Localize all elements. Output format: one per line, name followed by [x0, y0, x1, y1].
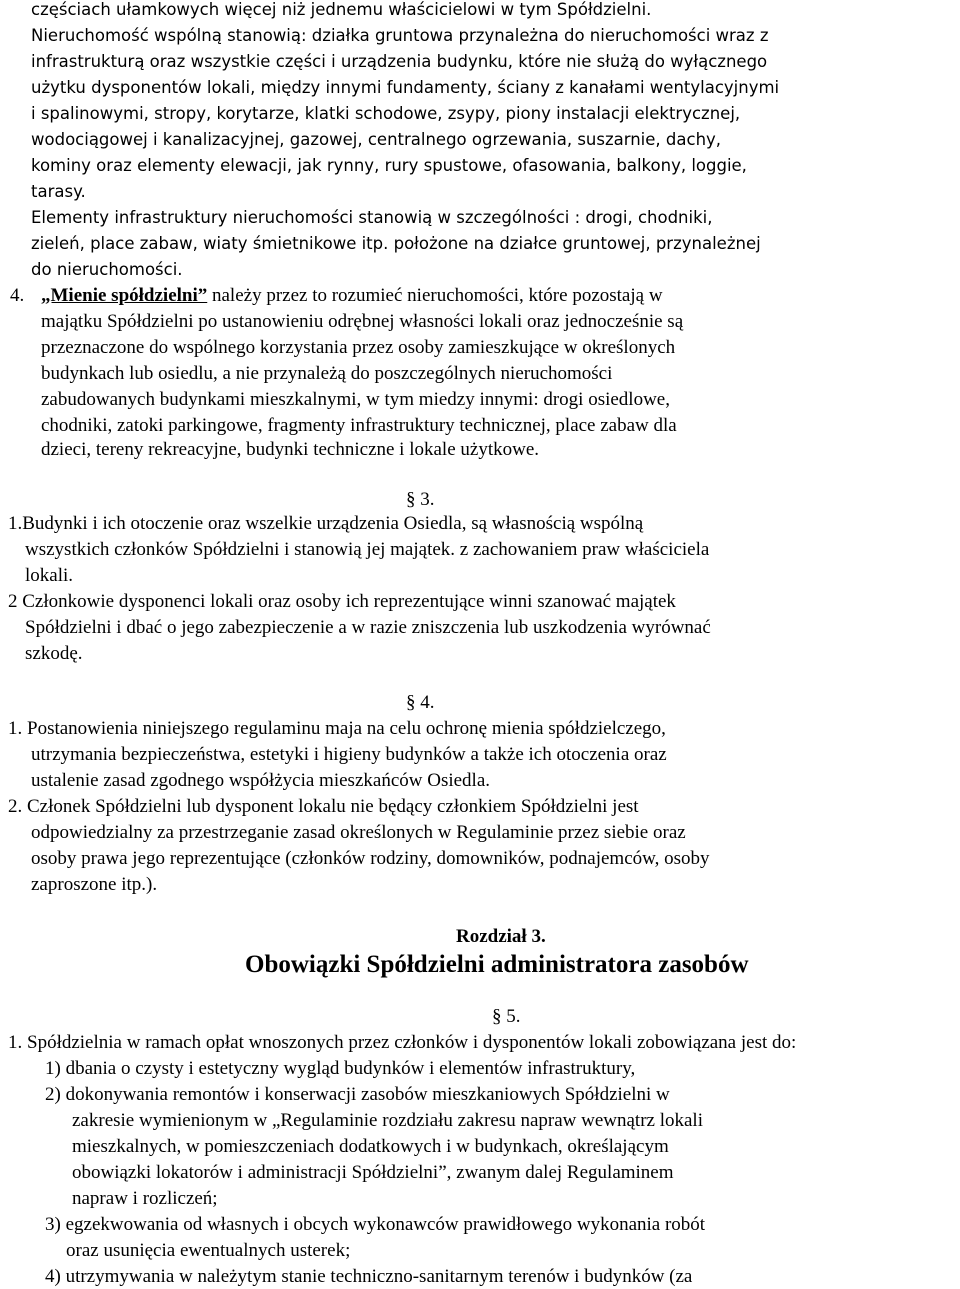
section-heading: § 3. — [406, 489, 435, 510]
paragraph-line: wszystkich członków Spółdzielni i stanowią jej majątek. z zachowaniem praw właściciela — [25, 539, 710, 560]
paragraph-line: zaproszone itp.). — [31, 874, 158, 895]
paragraph-line: budynkach lub osiedlu, a nie przynależą do poszczególnych nieruchomości — [41, 363, 613, 384]
item-4-number: 4. — [10, 285, 25, 306]
paragraph-line: infrastrukturą oraz wszystkie części i urządzenia budynku, które nie służą do wyłącznego — [31, 52, 768, 71]
list-item: 2) dokonywania remontów i konserwacji zasobów mieszkaniowych Spółdzielni w — [45, 1084, 670, 1105]
paragraph-line: odpowiedzialny za przestrzeganie zasad określonych w Regulaminie przez siebie oraz — [31, 822, 686, 843]
paragraph-line: 2. Członek Spółdzielni lub dysponent lokalu nie będący członkiem Spółdzielni jest — [8, 796, 639, 817]
paragraph-line: obowiązki lokatorów i administracji Spółdzielni”, zwanym dalej Regulaminem — [72, 1162, 674, 1183]
paragraph-line: do nieruchomości. — [31, 260, 183, 279]
paragraph-line: zieleń, place zabaw, wiaty śmietnikowe itp. położone na działce gruntowej, przynależnej — [31, 234, 761, 253]
paragraph-line: majątku Spółdzielni po ustanowieniu odrębnej własności lokali oraz jednocześnie są — [41, 311, 684, 332]
section-heading: § 4. — [406, 692, 435, 713]
definition-text: należy przez to rozumieć nieruchomości, które pozostają w — [207, 285, 663, 306]
chapter-title: Obowiązki Spółdzielni administratora zasobów — [245, 951, 749, 978]
list-item: 4) utrzymywania w należytym stanie techniczno-sanitarnym terenów i budynków (za — [45, 1266, 693, 1287]
paragraph-line: ustalenie zasad zgodnego współżycia mieszkańców Osiedla. — [31, 770, 491, 791]
section-heading: § 5. — [492, 1006, 521, 1027]
paragraph-line: 1. Spółdzielnia w ramach opłat wnoszonych przez członków i dysponentów lokali zobowiązana jest do: — [8, 1032, 797, 1053]
paragraph-line: Nieruchomość wspólną stanowią: działka gruntowa przynależna do nieruchomości wraz z — [31, 26, 769, 45]
paragraph-line: szkodę. — [25, 643, 83, 664]
paragraph-line: osoby prawa jego reprezentujące (członków rodziny, domowników, podnajemców, osoby — [31, 848, 710, 869]
paragraph-line: użytku dysponentów lokali, między innymi fundamenty, ściany z kanałami wentylacyjnymi — [31, 78, 780, 97]
paragraph-line: napraw i rozliczeń; — [72, 1188, 218, 1209]
paragraph-line: 1. Postanowienia niniejszego regulaminu maja na celu ochronę mienia spółdzielczego, — [8, 718, 666, 739]
list-item: 1) dbania o czysty i estetyczny wygląd budynków i elementów infrastruktury, — [45, 1058, 636, 1079]
paragraph-line: lokali. — [25, 565, 74, 586]
paragraph-line: 2 Członkowie dysponenci lokali oraz osoby ich reprezentujące winni szanować majątek — [8, 591, 676, 612]
chapter-label: Rozdział 3. — [456, 926, 546, 947]
list-item: 3) egzekwowania od własnych i obcych wykonawców prawidłowego wykonania robót — [45, 1214, 706, 1235]
paragraph-line: wodociągowej i kanalizacyjnej, gazowej, centralnego ogrzewania, suszarnie, dachy, — [31, 130, 722, 149]
paragraph-line: tarasy. — [31, 182, 86, 201]
paragraph-line: Elementy infrastruktury nieruchomości stanowią w szczególności : drogi, chodniki, — [31, 208, 713, 227]
item-4-first-line — [41, 286, 663, 305]
paragraph-line: mieszkalnych, w pomieszczeniach dodatkowych i w budynkach, określającym — [72, 1136, 669, 1157]
paragraph-line: Spółdzielni i dbać o jego zabezpieczenie a w razie zniszczenia lub uszkodzenia wyrównać — [25, 617, 711, 638]
paragraph-line: i spalinowymi, stropy, korytarze, klatki schodowe, zsypy, piony instalacji elektrycznej, — [31, 104, 741, 123]
paragraph-line: utrzymania bezpieczeństwa, estetyki i higieny budynków a także ich otoczenia oraz — [31, 744, 667, 765]
paragraph-line: przeznaczone do wspólnego korzystania przez osoby zamieszkujące w określonych — [41, 337, 676, 358]
paragraph-line: 1.Budynki i ich otoczenie oraz wszelkie urządzenia Osiedla, są własnością wspólną — [8, 513, 644, 534]
paragraph-line: dzieci, tereny rekreacyjne, budynki techniczne i lokale użytkowe. — [41, 439, 539, 460]
defined-term: „Mienie spółdzielni” — [41, 285, 208, 306]
paragraph-line: kominy oraz elementy elewacji, jak rynny, rury spustowe, ofasowania, balkony, loggie, — [31, 156, 747, 175]
paragraph-line: zabudowanych budynkami mieszkalnymi, w tym miedzy innymi: drogi osiedlowe, — [41, 389, 670, 410]
paragraph-line: oraz usunięcia ewentualnych usterek; — [66, 1240, 351, 1261]
paragraph-line: częściach ułamkowych więcej niż jednemu właścicielowi w tym Spółdzielni. — [31, 0, 652, 19]
paragraph-line: chodniki, zatoki parkingowe, fragmenty infrastruktury technicznej, place zabaw dla — [41, 415, 677, 436]
paragraph-line: zakresie wymienionym w „Regulaminie rozdziału zakresu napraw wewnątrz lokali — [72, 1110, 703, 1131]
